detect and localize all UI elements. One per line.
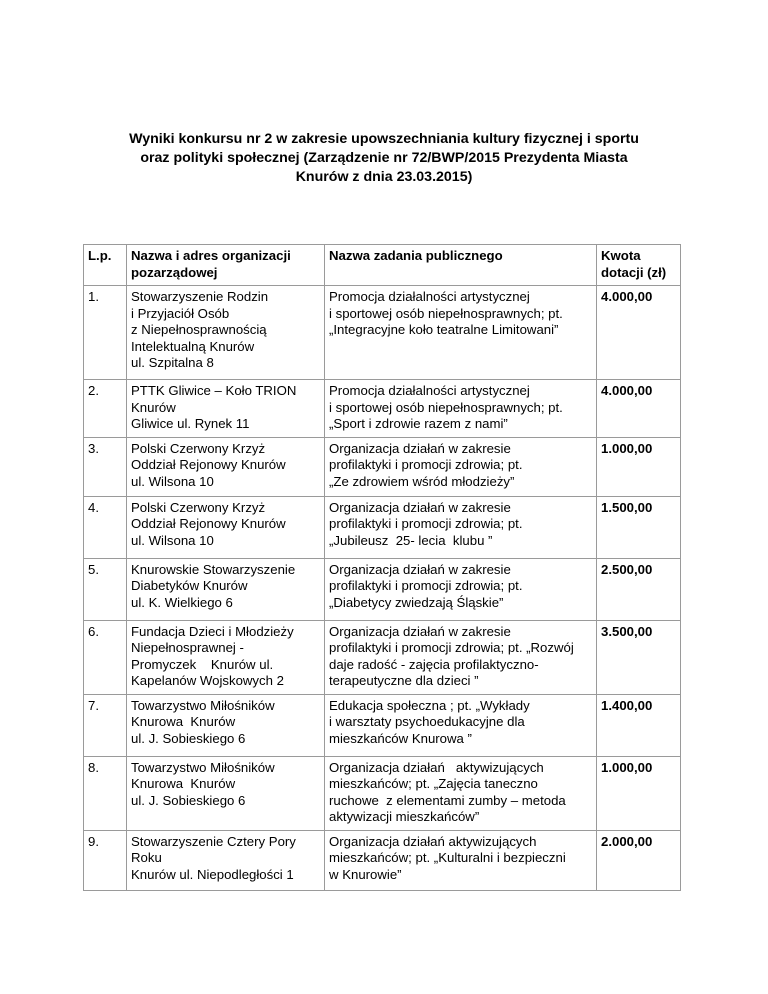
row-amount: 1.400,00 <box>597 694 681 756</box>
table-row <box>84 558 681 620</box>
table-row <box>84 830 681 890</box>
row-lp: 1. <box>84 286 127 380</box>
header-org: Nazwa i adres organizacji pozarządowej <box>127 245 325 286</box>
row-task: Organizacja działań aktywizujących mieszkańców; pt. „Zajęcia taneczno ruchowe z elementami zumby – metoda aktywizacji mieszkańców” <box>325 756 597 830</box>
row-task: Organizacja działań w zakresie profilaktyki i promocji zdrowia; pt. „Jubileusz 25- lecia klubu ” <box>325 496 597 558</box>
row-task: Organizacja działań w zakresie profilaktyki i promocji zdrowia; pt. „Ze zdrowiem wśród młodzieży” <box>325 437 597 496</box>
row-amount: 3.500,00 <box>597 620 681 694</box>
row-lp: 8. <box>84 756 127 830</box>
row-task: Organizacja działań w zakresie profilaktyki i promocji zdrowia; pt. „Diabetycy zwiedzają Śląskie” <box>325 558 597 620</box>
row-lp: 6. <box>84 620 127 694</box>
row-organization: Towarzystwo Miłośników Knurowa Knurów ul. J. Sobieskiego 6 <box>127 756 325 830</box>
row-lp: 5. <box>84 558 127 620</box>
table-row <box>84 286 681 380</box>
row-amount: 4.000,00 <box>597 380 681 438</box>
row-lp: 9. <box>84 830 127 890</box>
header-amount: Kwota dotacji (zł) <box>597 245 681 286</box>
results-table <box>83 244 681 891</box>
row-lp: 2. <box>84 380 127 438</box>
table-row <box>84 694 681 756</box>
document-title <box>90 130 678 187</box>
row-lp: 7. <box>84 694 127 756</box>
row-lp: 4. <box>84 496 127 558</box>
table-header-row <box>84 245 681 286</box>
row-task: Organizacja działań aktywizujących mieszkańców; pt. „Kulturalni i bezpieczni w Knurowie” <box>325 830 597 890</box>
row-amount: 4.000,00 <box>597 286 681 380</box>
title-line-1: Wyniki konkursu nr 2 w zakresie upowszechniania kultury fizycznej i sportu <box>129 131 639 147</box>
row-task: Organizacja działań w zakresie profilaktyki i promocji zdrowia; pt. „Rozwój daje radość - zajęcia profilaktyczno- terapeutyczne dla dzieci ” <box>325 620 597 694</box>
row-organization: Fundacja Dzieci i Młodzieży Niepełnosprawnej - Promyczek Knurów ul. Kapelanów Wojskowych 2 <box>127 620 325 694</box>
row-task: Edukacja społeczna ; pt. „Wykłady i warsztaty psychoedukacyjne dla mieszkańców Knurowa ” <box>325 694 597 756</box>
row-task: Promocja działalności artystycznej i sportowej osób niepełnosprawnych; pt. „Sport i zdrowie razem z nami” <box>325 380 597 438</box>
header-task: Nazwa zadania publicznego <box>325 245 597 286</box>
row-organization: Towarzystwo Miłośników Knurowa Knurów ul. J. Sobieskiego 6 <box>127 694 325 756</box>
table-row <box>84 756 681 830</box>
row-organization: Polski Czerwony Krzyż Oddział Rejonowy Knurów ul. Wilsona 10 <box>127 496 325 558</box>
title-line-3: Knurów z dnia 23.03.2015) <box>295 169 473 185</box>
row-amount: 2.000,00 <box>597 830 681 890</box>
table-body <box>84 286 681 891</box>
row-amount: 1.000,00 <box>597 756 681 830</box>
header-lp: L.p. <box>84 245 127 286</box>
table-row <box>84 620 681 694</box>
table-row <box>84 437 681 496</box>
row-amount: 1.000,00 <box>597 437 681 496</box>
title-line-2: oraz polityki społecznej (Zarządzenie nr 72/BWP/2015 Prezydenta Miasta <box>140 150 628 166</box>
row-task: Promocja działalności artystycznej i sportowej osób niepełnosprawnych; pt. „Integracyjne koło teatralne Limitowani” <box>325 286 597 380</box>
table-row <box>84 496 681 558</box>
row-organization: Stowarzyszenie Cztery Pory Roku Knurów ul. Niepodległości 1 <box>127 830 325 890</box>
row-amount: 2.500,00 <box>597 558 681 620</box>
row-organization: Knurowskie Stowarzyszenie Diabetyków Knurów ul. K. Wielkiego 6 <box>127 558 325 620</box>
row-organization: Stowarzyszenie Rodzin i Przyjaciół Osób z Niepełnosprawnością Intelektualną Knurów ul. Szpitalna 8 <box>127 286 325 380</box>
row-organization: Polski Czerwony Krzyż Oddział Rejonowy Knurów ul. Wilsona 10 <box>127 437 325 496</box>
row-organization: PTTK Gliwice – Koło TRION Knurów Gliwice ul. Rynek 11 <box>127 380 325 438</box>
table-row <box>84 380 681 438</box>
row-lp: 3. <box>84 437 127 496</box>
row-amount: 1.500,00 <box>597 496 681 558</box>
